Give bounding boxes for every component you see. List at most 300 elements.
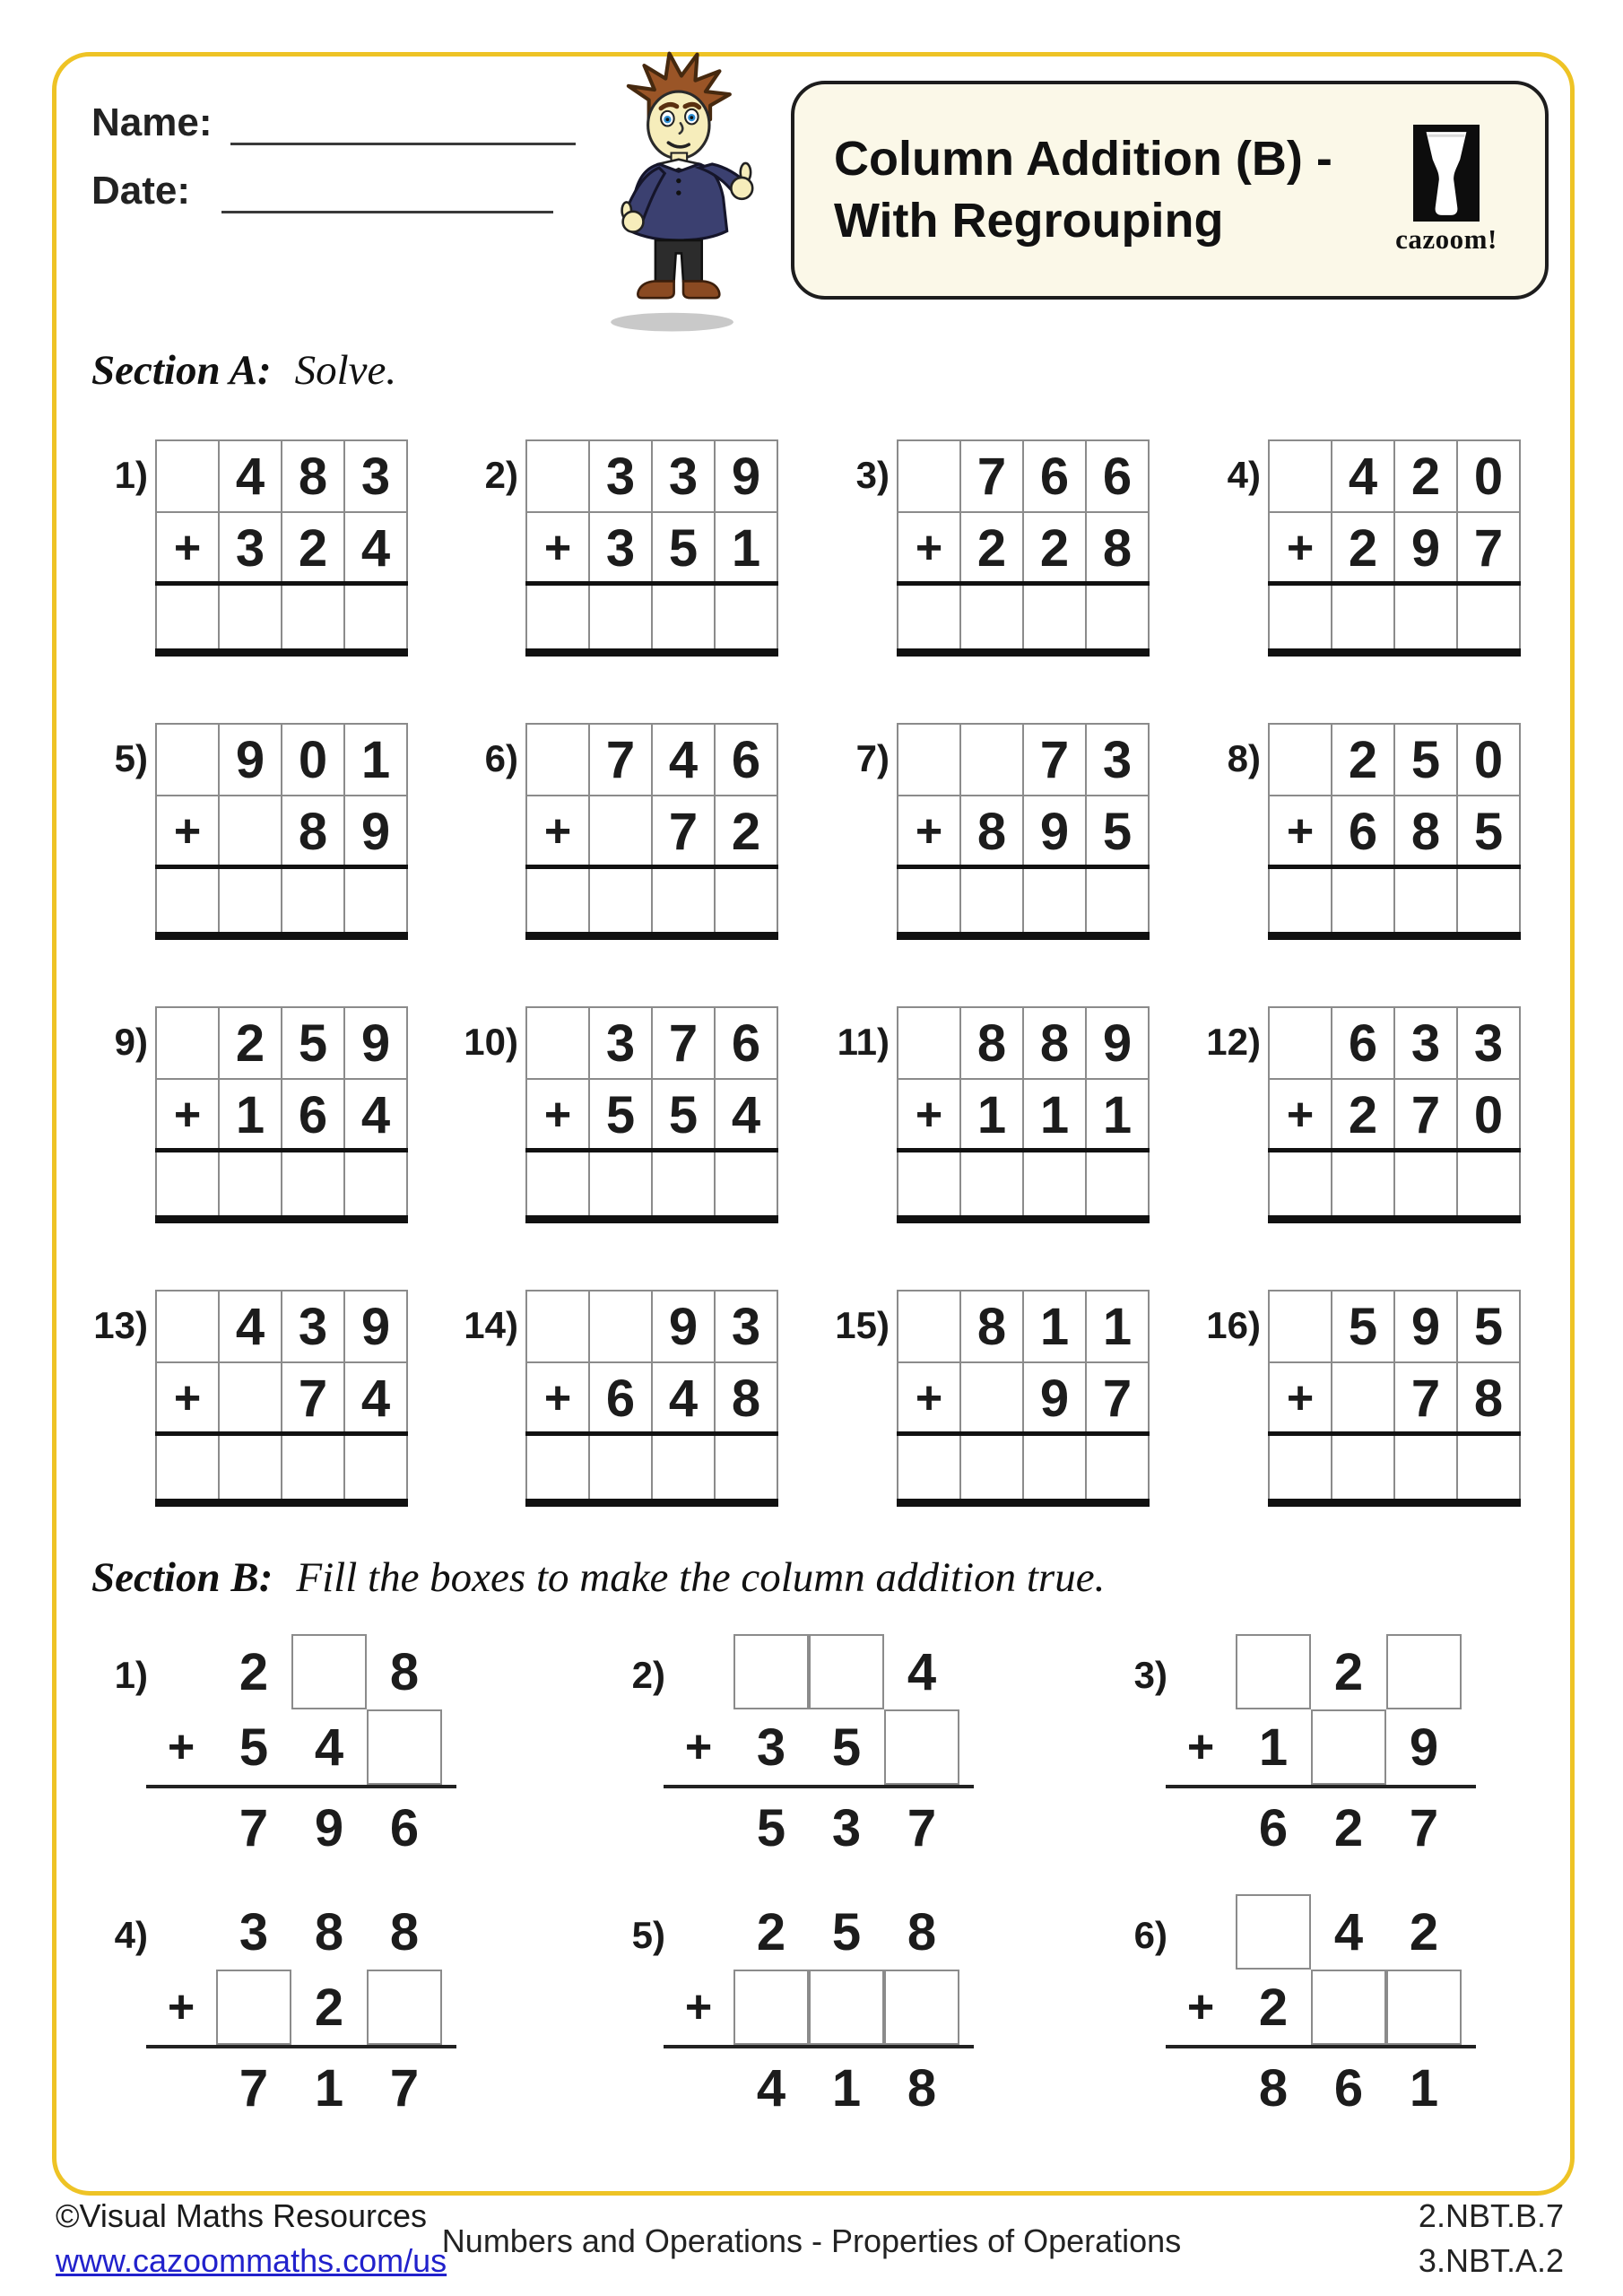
equals-line — [897, 1431, 1150, 1436]
answer-cell[interactable] — [282, 868, 343, 938]
column-addition-grid — [155, 723, 408, 940]
plus-sign: + — [684, 1981, 713, 2033]
digit-cell: 6 — [1332, 1008, 1393, 1078]
column-addition-grid — [1268, 723, 1521, 940]
digit-cell: 7 — [653, 796, 714, 866]
plus-sign: + — [527, 1363, 588, 1433]
digit-cell: 0 — [1458, 441, 1519, 511]
answer-cell[interactable] — [527, 1435, 588, 1505]
answer-cell[interactable] — [1024, 1435, 1085, 1505]
digit-cell: 5 — [1458, 796, 1519, 866]
section-b-name: Section B: — [91, 1554, 273, 1601]
equals-line — [897, 865, 1150, 869]
answer-cell[interactable] — [1024, 585, 1085, 655]
fill-box-addition — [671, 1634, 976, 1869]
answer-cell[interactable] — [1395, 1435, 1456, 1505]
answer-cell[interactable] — [220, 585, 281, 655]
section-a-heading — [91, 346, 396, 395]
column-addition-grid — [1268, 439, 1521, 657]
digit-cell: 9 — [345, 796, 406, 866]
digit-cell: 2 — [1332, 1080, 1393, 1150]
column-addition-grid — [1268, 1006, 1521, 1223]
name-field-row — [91, 100, 576, 145]
addition-problem-b2 — [603, 1634, 976, 1869]
plus-sign: + — [1270, 1080, 1331, 1150]
bottom-line — [897, 648, 1150, 657]
digit-cell: 3 — [590, 1008, 651, 1078]
missing-digit-box[interactable] — [809, 1970, 884, 2045]
equals-line — [146, 1785, 456, 1788]
digit-cell: 8 — [389, 1902, 420, 1961]
missing-digit-box[interactable] — [1311, 1970, 1386, 2045]
digit-cell: 4 — [716, 1080, 777, 1150]
answer-cell[interactable] — [1458, 1152, 1519, 1222]
digit-cell: 1 — [961, 1080, 1022, 1150]
sum-digit: 4 — [756, 2058, 786, 2118]
digit-cell: 5 — [282, 1008, 343, 1078]
addition-problem-a6 — [456, 723, 778, 940]
answer-cell[interactable] — [1087, 868, 1148, 938]
column-addition-grid — [155, 1006, 408, 1223]
section-b-instruction: Fill the boxes to make the column addition true. — [296, 1554, 1106, 1601]
answer-cell[interactable] — [157, 1435, 218, 1505]
sum-digit: 8 — [907, 2058, 937, 2118]
equals-line — [664, 1785, 974, 1788]
digit-cell: 8 — [389, 1642, 420, 1701]
bottom-line — [155, 648, 408, 657]
missing-digit-box[interactable] — [291, 1634, 367, 1709]
addition-problem-a9 — [85, 1006, 408, 1223]
answer-cell[interactable] — [898, 1152, 959, 1222]
section-b-heading — [91, 1553, 1105, 1602]
answer-cell[interactable] — [653, 868, 714, 938]
column-addition-grid — [897, 1006, 1150, 1223]
digit-cell: 6 — [590, 1363, 651, 1433]
digit-cell — [157, 1008, 218, 1078]
digit-cell: 1 — [716, 513, 777, 583]
addition-problem-b4 — [85, 1894, 458, 2129]
problem-number: 6) — [484, 737, 518, 779]
digit-cell: 1 — [1024, 1080, 1085, 1150]
fill-box-addition — [1173, 1634, 1478, 1869]
answer-cell[interactable] — [1024, 1152, 1085, 1222]
sum-digit: 7 — [389, 2058, 420, 2118]
footer-topic: Numbers and Operations - Properties of Operations — [441, 2222, 1182, 2259]
digit-cell: 7 — [1395, 1080, 1456, 1150]
digit-cell: 9 — [1024, 1363, 1085, 1433]
digit-cell: 7 — [1087, 1363, 1148, 1433]
fill-box-addition — [1173, 1894, 1478, 2129]
digit-cell: 8 — [282, 796, 343, 866]
sum-digit: 9 — [314, 1798, 344, 1857]
plus-sign: + — [898, 1080, 959, 1150]
answer-cell[interactable] — [157, 868, 218, 938]
digit-cell: 6 — [1332, 796, 1393, 866]
copyright-text: ©Visual Maths Resources — [56, 2197, 428, 2234]
digit-cell — [527, 1292, 588, 1361]
fill-box-addition — [153, 1894, 458, 2129]
column-addition-grid — [155, 1290, 408, 1507]
bottom-line — [897, 932, 1150, 940]
missing-digit-box[interactable] — [1386, 1634, 1462, 1709]
missing-digit-box[interactable] — [1236, 1894, 1311, 1970]
answer-cell[interactable] — [716, 1435, 777, 1505]
equals-line — [1268, 865, 1521, 869]
problem-number: 1) — [114, 1654, 148, 1696]
digit-cell: 8 — [1395, 796, 1456, 866]
fill-box-addition — [671, 1894, 976, 2129]
digit-cell: 3 — [1395, 1008, 1456, 1078]
sum-digit: 6 — [1333, 2058, 1364, 2118]
bottom-line — [155, 932, 408, 940]
plus-sign: + — [1270, 513, 1331, 583]
problem-number: 12) — [1206, 1021, 1261, 1063]
digit-cell: 3 — [756, 1718, 786, 1777]
digit-cell: 2 — [716, 796, 777, 866]
digit-cell: 8 — [961, 796, 1022, 866]
equals-line — [664, 2045, 974, 2048]
missing-digit-box[interactable] — [1311, 1709, 1386, 1785]
plus-sign: + — [157, 513, 218, 583]
digit-cell — [1270, 1008, 1331, 1078]
digit-cell: 9 — [1087, 1008, 1148, 1078]
bottom-line — [155, 1499, 408, 1507]
digit-cell: 5 — [1458, 1292, 1519, 1361]
digit-cell: 1 — [1024, 1292, 1085, 1361]
answer-cell[interactable] — [590, 585, 651, 655]
sum-digit: 7 — [907, 1798, 937, 1857]
digit-cell: 2 — [1395, 441, 1456, 511]
answer-cell[interactable] — [1087, 1152, 1148, 1222]
bottom-line — [525, 932, 778, 940]
plus-sign: + — [898, 1363, 959, 1433]
missing-digit-box[interactable] — [733, 1970, 809, 2045]
digit-cell: 2 — [1024, 513, 1085, 583]
digit-cell: 7 — [1395, 1363, 1456, 1433]
answer-cell[interactable] — [1458, 1435, 1519, 1505]
plus-sign: + — [1186, 1721, 1215, 1773]
plus-sign: + — [157, 796, 218, 866]
digit-cell: 0 — [1458, 725, 1519, 795]
addition-problem-a12 — [1198, 1006, 1521, 1223]
bottom-line — [897, 1499, 1150, 1507]
equals-line — [1166, 1785, 1476, 1788]
fill-box-addition — [153, 1634, 458, 1869]
answer-cell[interactable] — [157, 1152, 218, 1222]
problem-number: 11) — [837, 1021, 890, 1063]
answer-cell[interactable] — [653, 585, 714, 655]
answer-cell[interactable] — [157, 585, 218, 655]
equals-line — [1268, 1148, 1521, 1152]
addition-problem-b5 — [603, 1894, 976, 2129]
digit-cell: 9 — [345, 1292, 406, 1361]
digit-cell — [220, 1363, 281, 1433]
digit-cell: 2 — [961, 513, 1022, 583]
digit-cell — [220, 796, 281, 866]
digit-cell: 2 — [1258, 1978, 1289, 2037]
missing-digit-box[interactable] — [809, 1634, 884, 1709]
digit-cell: 5 — [653, 1080, 714, 1150]
answer-cell[interactable] — [961, 868, 1022, 938]
digit-cell: 2 — [1409, 1902, 1439, 1961]
answer-cell[interactable] — [716, 585, 777, 655]
digit-cell: 4 — [653, 725, 714, 795]
problem-number: 8) — [1227, 737, 1261, 779]
column-addition-grid — [155, 439, 408, 657]
worksheet-title-box — [791, 81, 1549, 300]
problem-number: 1) — [114, 454, 148, 496]
answer-cell[interactable] — [961, 1152, 1022, 1222]
answer-cell[interactable] — [898, 868, 959, 938]
answer-cell[interactable] — [716, 868, 777, 938]
plus-sign: + — [684, 1721, 713, 1773]
answer-cell[interactable] — [1087, 1435, 1148, 1505]
answer-cell[interactable] — [1332, 868, 1393, 938]
digit-cell — [527, 725, 588, 795]
digit-cell: 5 — [653, 513, 714, 583]
answer-cell[interactable] — [898, 585, 959, 655]
answer-cell[interactable] — [527, 1152, 588, 1222]
digit-cell: 5 — [831, 1718, 862, 1777]
answer-cell[interactable] — [1395, 1152, 1456, 1222]
digit-cell: 2 — [220, 1008, 281, 1078]
digit-cell: 3 — [653, 441, 714, 511]
answer-cell[interactable] — [282, 1152, 343, 1222]
equals-line — [146, 2045, 456, 2048]
digit-cell: 1 — [345, 725, 406, 795]
missing-digit-box[interactable] — [884, 1709, 959, 1785]
digit-cell: 6 — [282, 1080, 343, 1150]
answer-cell[interactable] — [653, 1152, 714, 1222]
sum-digit: 8 — [1258, 2058, 1289, 2118]
date-input-line[interactable] — [221, 171, 553, 213]
answer-cell[interactable] — [220, 1435, 281, 1505]
plus-sign: + — [898, 513, 959, 583]
answer-cell[interactable] — [1332, 1435, 1393, 1505]
answer-cell[interactable] — [1270, 1435, 1331, 1505]
answer-cell[interactable] — [1270, 1152, 1331, 1222]
equals-line — [1166, 2045, 1476, 2048]
answer-cell[interactable] — [590, 1152, 651, 1222]
addition-problem-a7 — [827, 723, 1150, 940]
addition-problem-a1 — [85, 439, 408, 657]
digit-cell: 3 — [590, 513, 651, 583]
digit-cell — [898, 1292, 959, 1361]
digit-cell: 1 — [1087, 1080, 1148, 1150]
problem-number: 3) — [855, 454, 890, 496]
addition-problem-a8 — [1198, 723, 1521, 940]
answer-cell[interactable] — [345, 868, 406, 938]
name-input-line[interactable] — [230, 103, 576, 145]
digit-cell: 5 — [831, 1902, 862, 1961]
sum-digit: 7 — [239, 1798, 269, 1857]
sum-digit: 7 — [239, 2058, 269, 2118]
digit-cell — [898, 725, 959, 795]
answer-cell[interactable] — [961, 585, 1022, 655]
answer-cell[interactable] — [1332, 1152, 1393, 1222]
answer-cell[interactable] — [1458, 585, 1519, 655]
cazoom-website-link[interactable]: www.cazoommaths.com/us — [56, 2241, 447, 2279]
column-addition-grid — [525, 1290, 778, 1507]
digit-cell: 5 — [1395, 725, 1456, 795]
missing-digit-box[interactable] — [367, 1709, 442, 1785]
plus-sign: + — [157, 1363, 218, 1433]
mascot-boy-icon — [581, 47, 785, 335]
missing-digit-box[interactable] — [1236, 1634, 1311, 1709]
sum-digit: 3 — [831, 1798, 862, 1857]
bottom-line — [1268, 1499, 1521, 1507]
answer-cell[interactable] — [1024, 868, 1085, 938]
bottom-line — [1268, 932, 1521, 940]
digit-cell: 4 — [907, 1642, 937, 1701]
digit-cell — [157, 725, 218, 795]
answer-cell[interactable] — [220, 1152, 281, 1222]
digit-cell — [898, 441, 959, 511]
worksheet-title — [834, 128, 1375, 252]
answer-cell[interactable] — [716, 1152, 777, 1222]
footer-standards — [1419, 2194, 1564, 2283]
answer-cell[interactable] — [220, 868, 281, 938]
missing-digit-box[interactable] — [1386, 1970, 1462, 2045]
missing-digit-box[interactable] — [216, 1970, 291, 2045]
digit-cell: 7 — [282, 1363, 343, 1433]
bottom-line — [525, 1215, 778, 1223]
digit-cell: 3 — [716, 1292, 777, 1361]
digit-cell: 0 — [282, 725, 343, 795]
answer-cell[interactable] — [961, 1435, 1022, 1505]
digit-cell: 3 — [590, 441, 651, 511]
answer-cell[interactable] — [345, 1435, 406, 1505]
title-line-2: With Regrouping — [834, 194, 1224, 248]
sum-digit: 7 — [1409, 1798, 1439, 1857]
answer-cell[interactable] — [898, 1435, 959, 1505]
answer-cell[interactable] — [653, 1435, 714, 1505]
digit-cell: 8 — [961, 1292, 1022, 1361]
missing-digit-box[interactable] — [367, 1970, 442, 2045]
bottom-line — [525, 1499, 778, 1507]
digit-cell — [527, 441, 588, 511]
digit-cell: 3 — [282, 1292, 343, 1361]
digit-cell: 0 — [1458, 1080, 1519, 1150]
problem-number: 15) — [835, 1304, 890, 1346]
problem-number: 5) — [631, 1914, 665, 1956]
digit-cell: 4 — [653, 1363, 714, 1433]
digit-cell: 9 — [1409, 1718, 1439, 1777]
digit-cell: 8 — [1458, 1363, 1519, 1433]
answer-cell[interactable] — [527, 868, 588, 938]
cazoom-logo-text: cazoom! — [1395, 223, 1497, 255]
digit-cell: 2 — [1332, 725, 1393, 795]
equals-line — [525, 1148, 778, 1152]
digit-cell: 3 — [1458, 1008, 1519, 1078]
digit-cell: 6 — [716, 1008, 777, 1078]
digit-cell — [1270, 1292, 1331, 1361]
problem-number: 7) — [855, 737, 890, 779]
problem-number: 6) — [1133, 1914, 1167, 1956]
addition-problem-a15 — [827, 1290, 1150, 1507]
addition-problem-a14 — [456, 1290, 778, 1507]
answer-cell[interactable] — [590, 868, 651, 938]
problem-number: 16) — [1206, 1304, 1261, 1346]
missing-digit-box[interactable] — [733, 1634, 809, 1709]
digit-cell: 7 — [590, 725, 651, 795]
answer-cell[interactable] — [1087, 585, 1148, 655]
digit-cell: 2 — [282, 513, 343, 583]
problem-number: 2) — [631, 1654, 665, 1696]
answer-cell[interactable] — [345, 1152, 406, 1222]
digit-cell: 2 — [756, 1902, 786, 1961]
digit-cell: 8 — [282, 441, 343, 511]
answer-cell[interactable] — [527, 585, 588, 655]
answer-cell[interactable] — [1270, 585, 1331, 655]
digit-cell — [157, 1292, 218, 1361]
addition-problem-b1 — [85, 1634, 458, 1869]
standard-code-1: 2.NBT.B.7 — [1418, 2197, 1564, 2234]
digit-cell: 2 — [239, 1642, 269, 1701]
digit-cell: 6 — [1087, 441, 1148, 511]
addition-problem-a13 — [85, 1290, 408, 1507]
answer-cell[interactable] — [1395, 868, 1456, 938]
answer-cell[interactable] — [282, 585, 343, 655]
column-addition-grid — [525, 723, 778, 940]
answer-cell[interactable] — [345, 585, 406, 655]
digit-cell: 2 — [314, 1978, 344, 2037]
digit-cell — [898, 1008, 959, 1078]
answer-cell[interactable] — [590, 1435, 651, 1505]
digit-cell — [157, 441, 218, 511]
plus-sign: + — [1186, 1981, 1215, 2033]
digit-cell: 4 — [220, 1292, 281, 1361]
missing-digit-box[interactable] — [884, 1970, 959, 2045]
digit-cell — [961, 1363, 1022, 1433]
digit-cell: 1 — [1087, 1292, 1148, 1361]
digit-cell: 5 — [239, 1718, 269, 1777]
bottom-line — [525, 648, 778, 657]
answer-cell[interactable] — [1395, 585, 1456, 655]
problem-number: 14) — [464, 1304, 518, 1346]
addition-problem-a4 — [1198, 439, 1521, 657]
answer-cell[interactable] — [1270, 868, 1331, 938]
sum-digit: 6 — [1258, 1798, 1289, 1857]
digit-cell: 5 — [590, 1080, 651, 1150]
addition-problem-b6 — [1105, 1894, 1478, 2129]
digit-cell: 4 — [345, 1363, 406, 1433]
column-addition-grid — [525, 1006, 778, 1223]
answer-cell[interactable] — [1458, 868, 1519, 938]
answer-cell[interactable] — [282, 1435, 343, 1505]
sum-digit: 1 — [1409, 2058, 1439, 2118]
bottom-line — [1268, 648, 1521, 657]
equals-line — [155, 581, 408, 586]
equals-line — [525, 581, 778, 586]
answer-cell[interactable] — [1332, 585, 1393, 655]
equals-line — [525, 1431, 778, 1436]
digit-cell: 6 — [716, 725, 777, 795]
plus-sign: + — [527, 796, 588, 866]
digit-cell — [1332, 1363, 1393, 1433]
digit-cell: 8 — [907, 1902, 937, 1961]
bottom-line — [155, 1215, 408, 1223]
problem-number: 4) — [1227, 454, 1261, 496]
digit-cell: 7 — [961, 441, 1022, 511]
problem-number: 3) — [1133, 1654, 1167, 1696]
digit-cell — [527, 1008, 588, 1078]
digit-cell — [1270, 725, 1331, 795]
bottom-line — [1268, 1215, 1521, 1223]
plus-sign: + — [527, 513, 588, 583]
digit-cell: 3 — [220, 513, 281, 583]
addition-problem-a2 — [456, 439, 778, 657]
